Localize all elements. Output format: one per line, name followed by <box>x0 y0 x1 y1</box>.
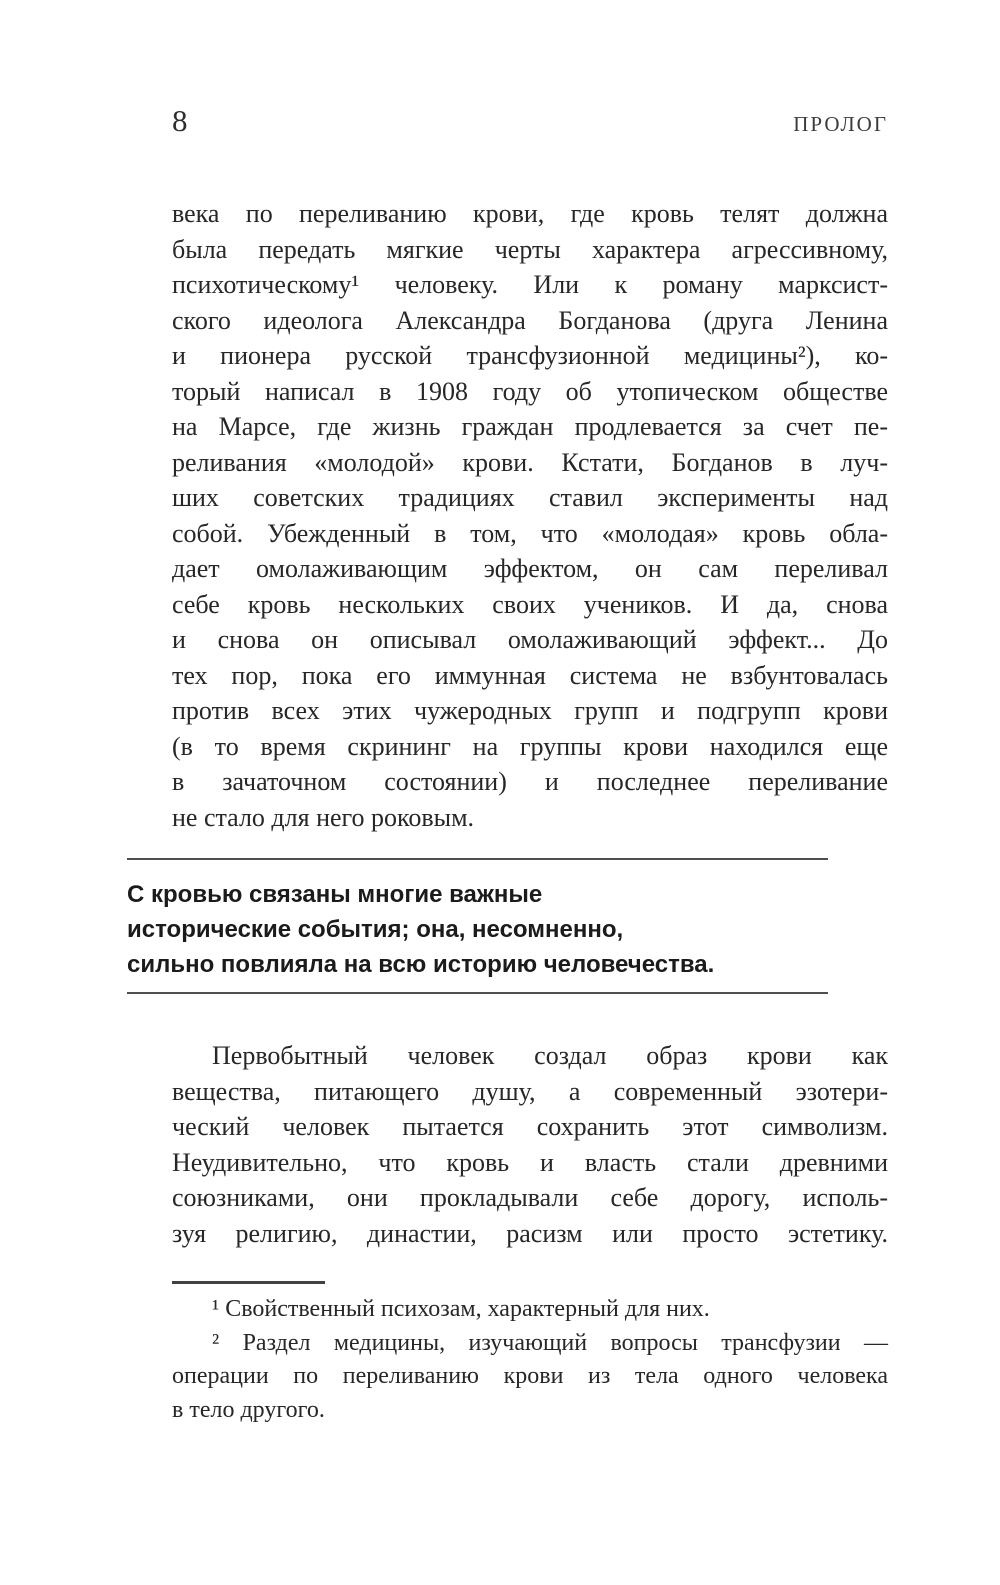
text-line: дает омолаживающим эффектом, он сам переливал <box>172 554 888 583</box>
footnote-line: операции по переливанию крови из тела одного человека <box>172 1363 888 1389</box>
page-number: 8 <box>172 103 188 138</box>
text-line: союзниками, они прокладывали себе дорогу, исполь- <box>172 1183 888 1212</box>
text-line: и пионера русской трансфузионной медицины²), ко- <box>172 341 888 370</box>
footnote-line: ¹ Свойственный психозам, характерный для них. <box>212 1296 710 1322</box>
text-line: торый написал в 1908 году об утопическом обществе <box>172 376 888 406</box>
text-line: ского идеолога Александра Богданова (друга Ленина <box>172 305 888 335</box>
text-line: в зачаточном состоянии) и последнее переливание <box>172 767 888 796</box>
footnotes <box>172 1281 888 1427</box>
text-line: против всех этих чужеродных групп и подгрупп крови <box>172 696 888 725</box>
running-head: ПРОЛОГ <box>793 112 888 136</box>
pull-quote <box>127 858 828 994</box>
text-line: себе кровь нескольких своих учеников. И да, снова <box>172 589 888 619</box>
text-line: не стало для него роковым. <box>172 802 475 832</box>
text-line: была передать мягкие черты характера агрессивному, <box>172 234 888 264</box>
paragraph-main <box>172 196 888 835</box>
text-line: вещества, питающего душу, а современный эзотери- <box>172 1076 888 1106</box>
text-line: реливания «молодой» крови. Кстати, Богданов в луч- <box>172 447 888 477</box>
text-line: на Марсе, где жизнь граждан продлевается за счет пе- <box>172 412 888 441</box>
footnote-line: в тело другого. <box>172 1396 325 1423</box>
pull-quote-line: С кровью связаны многие важные <box>127 881 543 908</box>
text-line: и снова он описывал омолаживающий эффект... До <box>172 625 888 654</box>
text-line: зуя религию, династии, расизм или просто эстетику. <box>172 1218 888 1248</box>
page-header <box>172 103 888 139</box>
text-line: Неудивительно, что кровь и власть стали древними <box>172 1147 888 1177</box>
text-line: ших советских традициях ставил эксперименты над <box>172 483 888 512</box>
pull-quote-line: сильно повлияла на всю историю человечества. <box>127 951 715 978</box>
text-line: ческий человек пытается сохранить этот символизм. <box>172 1112 888 1141</box>
text-line: века по переливанию крови, где кровь телят должна <box>172 199 888 228</box>
text-line: тех пор, пока его иммунная система не взбунтовалась <box>172 660 888 690</box>
text-line: собой. Убежденный в том, что «молодая» кровь обла- <box>172 518 888 548</box>
text-line: (в то время скрининг на группы крови находился еще <box>172 731 888 761</box>
paragraph-second <box>172 1038 888 1251</box>
text-line: психотическому¹ человеку. Или к роману марксист- <box>172 270 888 299</box>
text-line: Первобытный человек создал образ крови как <box>212 1041 888 1070</box>
footnote-separator <box>172 1281 325 1284</box>
pull-quote-line: исторические события; она, несомненно, <box>127 916 624 943</box>
footnote-line: ² Раздел медицины, изучающий вопросы трансфузии — <box>212 1329 888 1356</box>
